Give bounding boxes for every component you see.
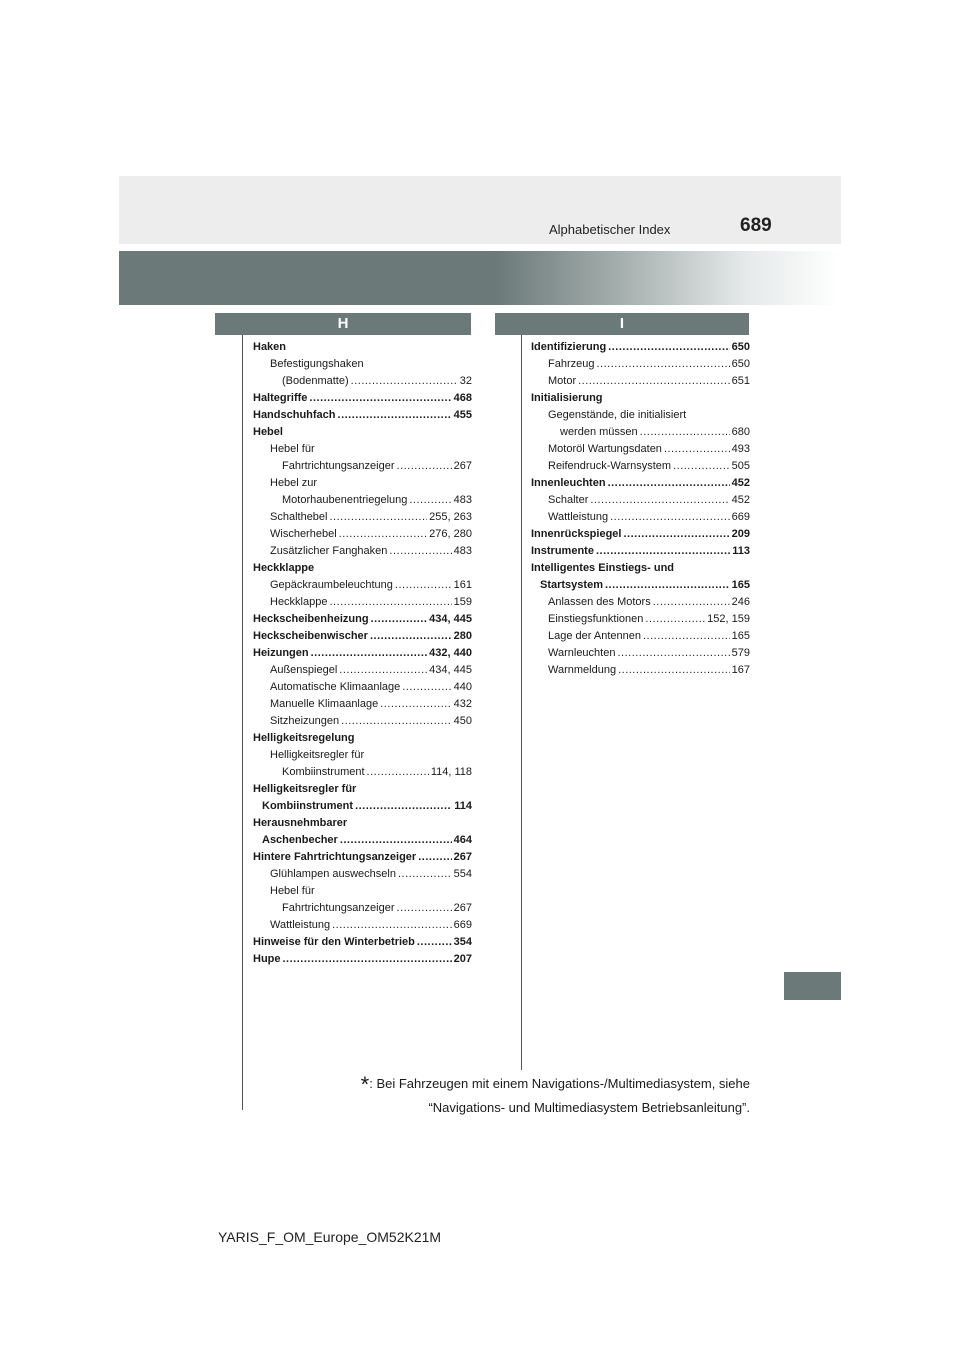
page-number: 689 bbox=[740, 215, 772, 236]
page-reference: 159 bbox=[453, 596, 472, 608]
leader-dots bbox=[283, 951, 452, 968]
page-reference: 207 bbox=[453, 953, 472, 965]
index-entry bbox=[531, 611, 750, 628]
index-entry bbox=[253, 951, 472, 968]
index-entry bbox=[531, 492, 750, 509]
leader-dots bbox=[338, 407, 452, 424]
index-term: Intelligentes Einstiegs- und bbox=[531, 562, 675, 574]
index-entry bbox=[253, 849, 472, 866]
leader-dots bbox=[329, 594, 451, 611]
index-entry bbox=[531, 390, 750, 407]
page-reference: 267 bbox=[453, 460, 472, 472]
index-term: Haltegriffe bbox=[253, 392, 308, 404]
page-reference: 468 bbox=[453, 392, 472, 404]
index-term: Initialisierung bbox=[531, 392, 603, 404]
index-entry bbox=[253, 526, 472, 543]
page-reference: 440 bbox=[453, 681, 472, 693]
index-entry bbox=[531, 424, 750, 441]
page-reference: 114, 118 bbox=[430, 766, 472, 778]
page-reference: 114 bbox=[454, 800, 472, 812]
index-entry bbox=[253, 594, 472, 611]
leader-dots bbox=[397, 900, 452, 917]
index-term: Handschuhfach bbox=[253, 409, 336, 421]
index-entry bbox=[531, 526, 750, 543]
leader-dots bbox=[664, 441, 730, 458]
leader-dots bbox=[339, 526, 428, 543]
page-reference: 165 bbox=[731, 579, 750, 591]
index-entry bbox=[253, 747, 472, 764]
leader-dots bbox=[608, 339, 729, 356]
leader-dots bbox=[341, 713, 452, 730]
index-term: Hebel für bbox=[270, 443, 315, 455]
footnote-line-1 bbox=[280, 1072, 750, 1096]
page-reference: 680 bbox=[731, 426, 750, 438]
column-heading-h: H bbox=[215, 313, 471, 335]
index-term: Außenspiegel bbox=[270, 664, 338, 676]
index-entry bbox=[253, 883, 472, 900]
index-term: Schalthebel bbox=[270, 511, 328, 523]
leader-dots bbox=[417, 934, 452, 951]
index-term: Motor bbox=[548, 375, 577, 387]
index-term: Hinweise für den Winterbetrieb bbox=[253, 936, 415, 948]
index-entry bbox=[253, 577, 472, 594]
leader-dots bbox=[618, 662, 730, 679]
index-entry bbox=[531, 475, 750, 492]
index-term: Einstiegsfunktionen bbox=[548, 613, 644, 625]
page-reference: 267 bbox=[453, 902, 472, 914]
index-entry bbox=[253, 628, 472, 645]
page-reference: 669 bbox=[731, 511, 750, 523]
index-entry bbox=[531, 628, 750, 645]
page-reference: 669 bbox=[453, 919, 472, 931]
index-entry bbox=[253, 832, 472, 849]
page-reference: 493 bbox=[731, 443, 750, 455]
index-entry bbox=[253, 679, 472, 696]
index-term: Schalter bbox=[548, 494, 589, 506]
index-term: Kombiinstrument bbox=[282, 766, 365, 778]
index-entry bbox=[253, 815, 472, 832]
page-reference: 354 bbox=[453, 936, 472, 948]
section-tab bbox=[784, 972, 841, 1000]
leader-dots bbox=[645, 611, 705, 628]
page-reference: 651 bbox=[731, 375, 750, 387]
index-entry bbox=[253, 390, 472, 407]
index-term: Automatische Klimaanlage bbox=[270, 681, 401, 693]
page-reference: 464 bbox=[453, 834, 472, 846]
leader-dots bbox=[370, 628, 452, 645]
footnote bbox=[280, 1072, 750, 1119]
index-term: Manuelle Klimaanlage bbox=[270, 698, 379, 710]
leader-dots bbox=[409, 492, 451, 509]
header-band bbox=[119, 176, 841, 244]
index-term: Wattleistung bbox=[548, 511, 609, 523]
leader-dots bbox=[623, 526, 729, 543]
page-reference: 554 bbox=[453, 868, 472, 880]
page-reference: 113 bbox=[732, 545, 750, 557]
page-reference: 32 bbox=[459, 375, 472, 387]
leader-dots bbox=[339, 662, 427, 679]
index-entry bbox=[253, 934, 472, 951]
index-term: Heizungen bbox=[253, 647, 309, 659]
index-term: Lage der Antennen bbox=[548, 630, 641, 642]
leader-dots bbox=[608, 475, 730, 492]
index-entry bbox=[531, 458, 750, 475]
document-code: YARIS_F_OM_Europe_OM52K21M bbox=[218, 1229, 442, 1245]
index-term: Befestigungshaken bbox=[270, 358, 364, 370]
index-term: Gepäckraumbeleuchtung bbox=[270, 579, 393, 591]
index-term: Haken bbox=[253, 341, 287, 353]
index-term: Heckklappe bbox=[253, 562, 315, 574]
leader-dots bbox=[398, 866, 452, 883]
index-entry bbox=[253, 798, 472, 815]
index-entry bbox=[253, 611, 472, 628]
page-reference: 276, 280 bbox=[429, 528, 472, 540]
column-heading-i: I bbox=[495, 313, 749, 335]
index-term: Motorhaubenentriegelung bbox=[282, 494, 408, 506]
index-entry bbox=[253, 543, 472, 560]
leader-dots bbox=[340, 832, 452, 849]
index-entry bbox=[253, 492, 472, 509]
index-term: Wischerhebel bbox=[270, 528, 337, 540]
page-reference: 650 bbox=[731, 341, 750, 353]
index-term: Motoröl Wartungsdaten bbox=[548, 443, 662, 455]
index-entry bbox=[253, 441, 472, 458]
leader-dots bbox=[332, 917, 452, 934]
page-reference: 280 bbox=[453, 630, 472, 642]
index-entry bbox=[531, 509, 750, 526]
index-term: Heckscheibenwischer bbox=[253, 630, 368, 642]
index-entry bbox=[253, 696, 472, 713]
page-reference: 246 bbox=[731, 596, 750, 608]
page-reference: 161 bbox=[453, 579, 472, 591]
index-term: Gegenstände, die initialisiert bbox=[548, 409, 687, 421]
index-term: Heckscheibenheizung bbox=[253, 613, 369, 625]
page-reference: 483 bbox=[453, 545, 472, 557]
leader-dots bbox=[351, 373, 458, 390]
index-entry bbox=[531, 543, 750, 560]
leader-dots bbox=[397, 458, 452, 475]
leader-dots bbox=[395, 577, 452, 594]
leader-dots bbox=[311, 645, 428, 662]
index-term: Helligkeitsregelung bbox=[253, 732, 355, 744]
leader-dots bbox=[590, 492, 729, 509]
page-reference: 167 bbox=[731, 664, 750, 676]
index-term: Kombiinstrument bbox=[262, 800, 354, 812]
index-term: Anlassen des Motors bbox=[548, 596, 651, 608]
index-entry bbox=[253, 356, 472, 373]
page-title: Alphabetischer Index bbox=[549, 222, 671, 237]
leader-dots bbox=[643, 628, 730, 645]
index-term: Helligkeitsregler für bbox=[270, 749, 365, 761]
leader-dots bbox=[380, 696, 451, 713]
index-term: Identifizierung bbox=[531, 341, 607, 353]
index-entry bbox=[531, 577, 750, 594]
page-reference: 434, 445 bbox=[429, 664, 472, 676]
page-reference: 152, 159 bbox=[707, 613, 750, 625]
leader-dots bbox=[653, 594, 730, 611]
page-reference: 209 bbox=[731, 528, 750, 540]
page-reference: 579 bbox=[731, 647, 750, 659]
page-reference: 450 bbox=[453, 715, 472, 727]
leader-dots bbox=[596, 356, 729, 373]
index-term: (Bodenmatte) bbox=[282, 375, 349, 387]
page-reference: 434, 445 bbox=[429, 613, 472, 625]
index-entry bbox=[253, 662, 472, 679]
leader-dots bbox=[355, 798, 452, 815]
index-term: Herausnehmbarer bbox=[253, 817, 348, 829]
index-entry bbox=[253, 424, 472, 441]
leader-dots bbox=[402, 679, 451, 696]
index-term: Reifendruck-Warnsystem bbox=[548, 460, 672, 472]
index-term: Warnleuchten bbox=[548, 647, 616, 659]
index-entry bbox=[253, 917, 472, 934]
index-term: Wattleistung bbox=[270, 919, 331, 931]
index-term: Helligkeitsregler für bbox=[253, 783, 357, 795]
index-entry bbox=[531, 645, 750, 662]
index-entry bbox=[253, 781, 472, 798]
page-reference: 452 bbox=[731, 494, 750, 506]
page-reference: 650 bbox=[731, 358, 750, 370]
page-reference: 505 bbox=[731, 460, 750, 472]
index-term: Aschenbecher bbox=[262, 834, 338, 846]
index-entry bbox=[531, 560, 750, 577]
leader-dots bbox=[610, 509, 730, 526]
page-reference: 165 bbox=[731, 630, 750, 642]
index-term: Startsystem bbox=[540, 579, 603, 591]
index-entry bbox=[531, 662, 750, 679]
index-term: Glühlampen auswechseln bbox=[270, 868, 396, 880]
index-term: Instrumente bbox=[531, 545, 594, 557]
index-term: Fahrzeug bbox=[548, 358, 595, 370]
index-entry bbox=[531, 373, 750, 390]
leader-dots bbox=[617, 645, 729, 662]
footnote-line-2: “Navigations- und Multimediasystem Betriebsanleitung”. bbox=[428, 1100, 750, 1115]
page-reference: 432, 440 bbox=[429, 647, 472, 659]
leader-dots bbox=[578, 373, 730, 390]
index-term: Hupe bbox=[253, 953, 281, 965]
leader-dots bbox=[389, 543, 451, 560]
index-entry bbox=[253, 339, 472, 356]
index-term: werden müssen bbox=[560, 426, 638, 438]
leader-dots bbox=[330, 509, 428, 526]
leader-dots bbox=[371, 611, 428, 628]
index-entry bbox=[253, 900, 472, 917]
footnote-text-1: : Bei Fahrzeugen mit einem Navigations-/Multimediasystem, siehe bbox=[369, 1076, 750, 1091]
footnote-marker: * bbox=[360, 1072, 370, 1097]
index-entry bbox=[253, 866, 472, 883]
leader-dots bbox=[605, 577, 730, 594]
index-entry bbox=[253, 560, 472, 577]
left-margin-rule bbox=[242, 335, 243, 1110]
index-entry bbox=[531, 407, 750, 424]
index-entry bbox=[531, 441, 750, 458]
column-divider bbox=[521, 335, 522, 1070]
index-term: Fahrtrichtungsanzeiger bbox=[282, 902, 395, 914]
index-term: Sitzheizungen bbox=[270, 715, 340, 727]
index-term: Heckklappe bbox=[270, 596, 328, 608]
index-entry bbox=[531, 339, 750, 356]
leader-dots bbox=[367, 764, 429, 781]
index-entry bbox=[253, 764, 472, 781]
index-entry bbox=[531, 356, 750, 373]
page-reference: 455 bbox=[453, 409, 472, 421]
index-term: Innenleuchten bbox=[531, 477, 606, 489]
index-term: Hebel für bbox=[270, 885, 315, 897]
index-entry bbox=[253, 458, 472, 475]
page-reference: 267 bbox=[453, 851, 472, 863]
index-term: Warnmeldung bbox=[548, 664, 617, 676]
index-entry bbox=[253, 713, 472, 730]
index-entry bbox=[253, 509, 472, 526]
leader-dots bbox=[673, 458, 730, 475]
page-reference: 452 bbox=[731, 477, 750, 489]
page-reference: 483 bbox=[453, 494, 472, 506]
index-entry bbox=[253, 475, 472, 492]
index-term: Fahrtrichtungsanzeiger bbox=[282, 460, 395, 472]
leader-dots bbox=[309, 390, 451, 407]
index-term: Zusätzlicher Fanghaken bbox=[270, 545, 388, 557]
index-entry bbox=[531, 594, 750, 611]
index-term: Hebel bbox=[253, 426, 283, 438]
decorative-band bbox=[119, 251, 841, 305]
index-entry bbox=[253, 645, 472, 662]
index-term: Hintere Fahrtrichtungsanzeiger bbox=[253, 851, 417, 863]
index-entry bbox=[253, 730, 472, 747]
index-entry bbox=[253, 373, 472, 390]
index-column-i bbox=[531, 339, 750, 679]
index-column-h bbox=[253, 339, 472, 968]
index-term: Innenrückspiegel bbox=[531, 528, 622, 540]
index-entry bbox=[253, 407, 472, 424]
leader-dots bbox=[596, 543, 730, 560]
page-reference: 255, 263 bbox=[429, 511, 472, 523]
leader-dots bbox=[418, 849, 451, 866]
index-term: Hebel zur bbox=[270, 477, 318, 489]
page-reference: 432 bbox=[453, 698, 472, 710]
leader-dots bbox=[640, 424, 730, 441]
